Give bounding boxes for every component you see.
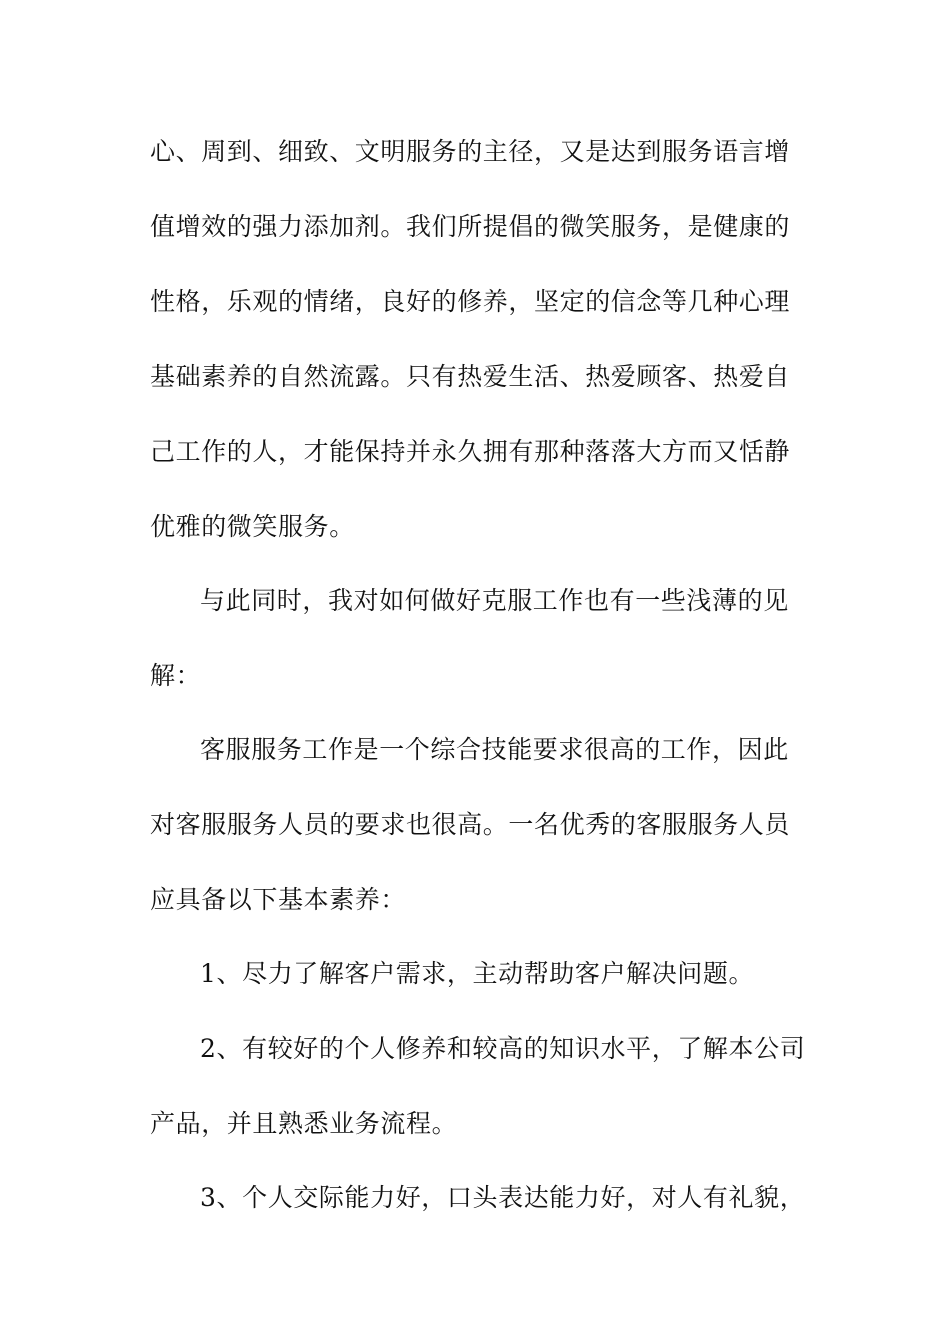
list-item-line: 3、个人交际能力好，口头表达能力好，对人有礼貌， (200, 1183, 806, 1212)
paragraph-line: 客服服务工作是一个综合技能要求很高的工作，因此 (200, 735, 789, 764)
paragraph-line: 己工作的人，才能保持并永久拥有那种落落大方而又恬静 (150, 437, 791, 466)
list-item-line: 2、有较好的个人修养和较高的知识水平，了解本公司 (200, 1034, 806, 1063)
paragraph-line: 对客服服务人员的要求也很高。一名优秀的客服服务人员 (150, 810, 791, 839)
paragraph-line: 与此同时，我对如何做好克服工作也有一些浅薄的见 (200, 586, 789, 615)
paragraph-line: 解： (150, 661, 202, 690)
paragraph-line: 心、周到、细致、文明服务的主径，又是达到服务语言增 (150, 137, 791, 166)
paragraph-line: 性格，乐观的情绪，良好的修养，坚定的信念等几种心理 (150, 287, 791, 316)
paragraph-line: 值增效的强力添加剂。我们所提倡的微笑服务，是健康的 (150, 212, 791, 241)
list-item-line: 产品，并且熟悉业务流程。 (150, 1109, 458, 1138)
paragraph-line: 优雅的微笑服务。 (150, 512, 355, 541)
list-item-line: 1、尽力了解客户需求，主动帮助客户解决问题。 (200, 959, 755, 988)
paragraph-line: 应具备以下基本素养： (150, 885, 407, 914)
paragraph-line: 基础素养的自然流露。只有热爱生活、热爱顾客、热爱自 (150, 362, 791, 391)
